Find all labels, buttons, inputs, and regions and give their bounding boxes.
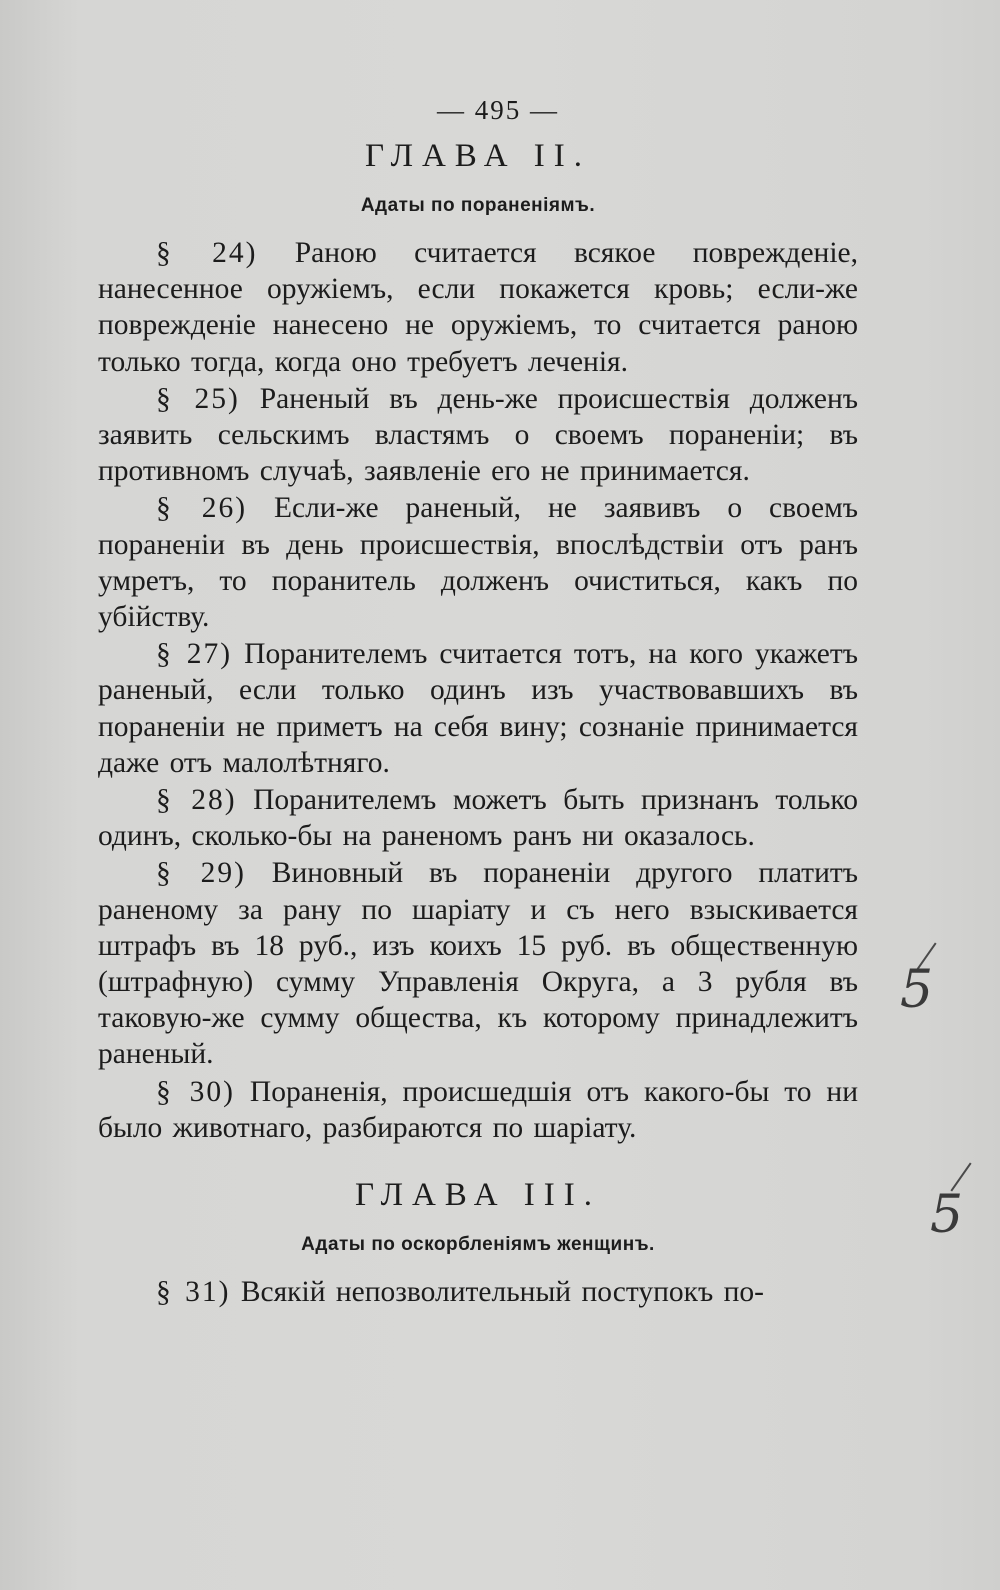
section-number: § 26) [156,492,248,525]
paragraph-25 [98,381,858,490]
section-number: § 27) [156,638,233,671]
handwritten-margin-mark: 5 [900,960,934,1020]
paragraph-text: Поранителемъ можетъ быть признанъ только одинъ, сколько-бы на раненомъ ранъ ни оказалось. [98,784,858,853]
page-number: — 495 — [437,95,559,125]
paragraph-24 [98,235,858,380]
section-number: § 29) [156,857,246,890]
paragraph-text: Виновный въ пораненіи другого платитъ раненому за рану по шаріату и съ него взыскивается штрафъ въ 18 руб., изъ коихъ 15 руб. въ общественную (штрафную) сумму Управленія Округа, а 3 рубля въ таковую-же сумму общества, къ которому принадлежитъ раненый. [98,857,858,1071]
paragraph-27 [98,636,858,781]
section-number: § 24) [156,237,258,269]
paragraph-text: Пораненія, происшедшія отъ какого-бы то ни было животнаго, разбираются по шаріату. [98,1075,858,1144]
paragraph-26 [98,490,858,635]
section-number: § 28) [156,784,237,817]
handwritten-margin-mark: 5 [930,1185,964,1245]
section-number: § 31) [156,1276,231,1309]
paragraph-text: Раненый въ день-же происшествія долженъ заявить сельскимъ властямъ о своемъ пораненіи; въ противномъ случаѣ, заявленіе его не принимается. [98,382,859,488]
paragraph-31 [98,1274,858,1310]
chapter-3-subtitle: Адаты по оскорбленіямъ женщинъ. [301,1234,655,1256]
paragraph-29 [98,855,858,1072]
paragraph-text: Поранителемъ считается тотъ, на кого укажетъ раненый, если только одинъ изъ участвовавшихъ въ пораненіи не приметъ на себя вину; сознаніе принимается даже отъ малолѣтняго. [98,638,858,779]
section-number: § 25) [156,382,240,415]
paragraph-text: Всякій непозволительный поступокъ по- [230,1276,764,1309]
chapter-2-subtitle: Адаты по пораненіямъ. [360,195,596,216]
paragraph-30 [98,1074,858,1146]
chapter-2-title: ГЛАВА II. [364,138,592,174]
chapter-gap [98,1147,858,1177]
paragraph-28 [98,782,858,854]
paragraph-text: Раною считается всякое поврежденіе, нанесенное оружіемъ, если покажется кровь; если-же поврежденіе нанесено не оружіемъ, то считается раною только тогда, когда оно требуетъ леченія. [98,237,858,378]
page-content [98,95,858,1311]
paragraph-text: Если-же раненый, не заявивъ о своемъ пораненіи въ день происшествія, впослѣдствіи отъ ранъ умретъ, то поранитель долженъ очиститься, какъ по убійству. [98,492,858,634]
chapter-3-title: ГЛАВА III. [354,1177,602,1214]
section-number: § 30) [156,1075,235,1108]
